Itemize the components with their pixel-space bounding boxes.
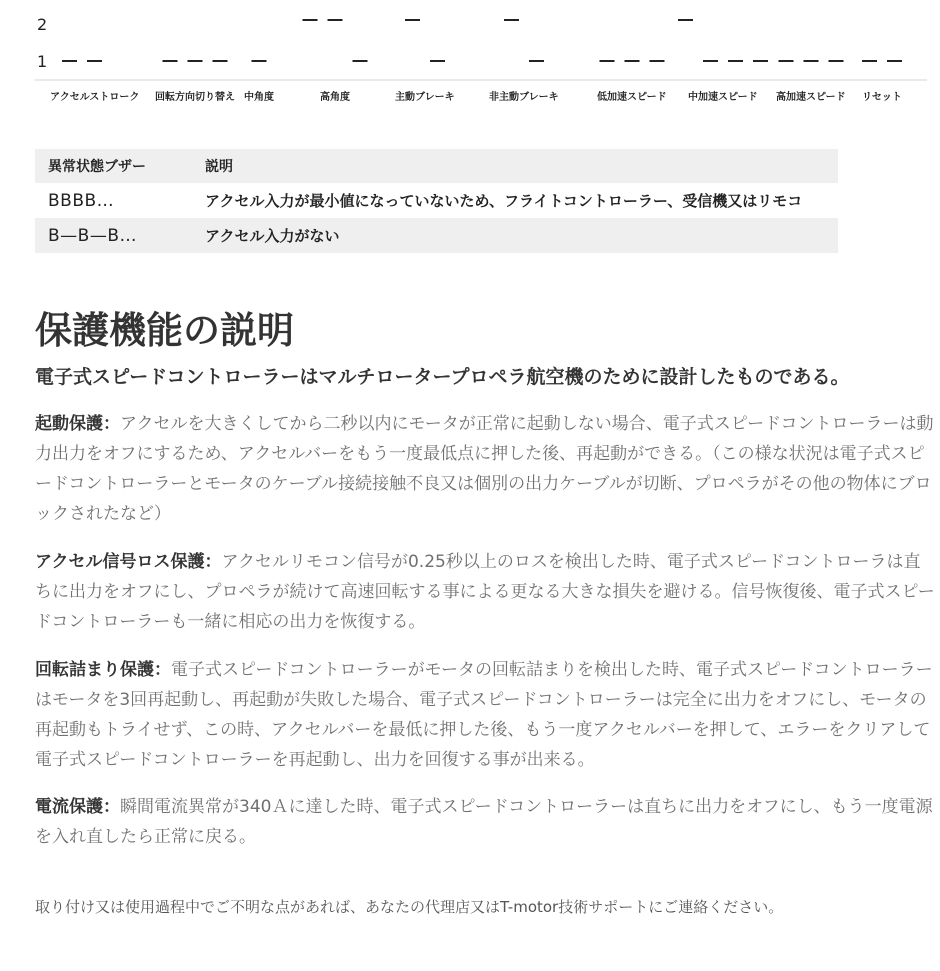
error-buzzer-table	[35, 149, 838, 253]
section-current-protection	[35, 792, 935, 852]
category-label: 非主動ブレーキ	[489, 92, 559, 103]
buzzer-pattern: BBBB…	[48, 190, 115, 211]
category-label: 低加速スピード	[597, 92, 667, 103]
buzzer-description: アクセル入力がない	[205, 227, 340, 245]
buzzer-description: アクセル入力が最小値になっていないため、フライトコントローラー、受信機又はリモコ	[205, 192, 803, 210]
table-row	[35, 183, 838, 218]
section-lead: 回転詰まり保護：	[35, 660, 171, 680]
table-row	[35, 218, 838, 253]
section-start-protection	[35, 409, 935, 529]
page-title: 保護機能の説明	[35, 309, 294, 352]
header-buzzer: 異常状態ブザー	[48, 159, 146, 175]
section-text: 電子式スピードコントローラーがモータの回転詰まりを検出した時、電子式スピードコントローラーはモータを3回再起動し、再起動が失敗した場合、電子式スピードコントローラーは完全に出力をオフにし、モータの再起動もトライせず、この時、アクセルバーを最低に押した後、もう一度アクセルバーを押して、エラーをクリアして電子式スピードコントローラーを再起動し、出力を回復する事が出来る。	[35, 660, 933, 770]
buzzer-pattern: B—B—B…	[48, 225, 137, 246]
level-label-1: 1	[37, 52, 48, 71]
category-label: 中加速スピード	[688, 92, 758, 103]
level-label-2: 2	[37, 15, 48, 34]
category-label: リセット	[862, 92, 902, 103]
support-note: 取り付け又は使用過程中でご不明な点があれば、あなたの代理店又はT-motor技術サポートにご連絡ください。	[35, 898, 784, 916]
category-label: 高加速スピード	[776, 92, 846, 103]
section-stall-protection	[35, 655, 935, 775]
beep-tone-diagram	[0, 0, 940, 110]
section-lead: 電流保護：	[35, 797, 120, 817]
category-label: 高角度	[320, 92, 350, 103]
section-text: アクセルリモコン信号が0.25秒以上のロスを検出した時、電子式スピードコントローラは直ちに出力をオフにし、プロペラが続けて高速回転する事による更なる大きな損失を避ける。信号恢復後、電子式スピードコントローラーも一緒に相応の出力を恢復する。	[35, 552, 935, 632]
category-label: アクセルストローク	[50, 92, 140, 103]
section-signal-loss-protection	[35, 547, 935, 637]
section-text: 瞬間電流異常が340Ａに達した時、電子式スピードコントローラーは直ちに出力をオフにし、もう一度電源を入れ直したら正常に戻る。	[35, 797, 933, 847]
category-label: 主動ブレーキ	[395, 92, 455, 103]
header-description: 説明	[205, 159, 233, 175]
intro-text: 電子式スピードコントローラーはマルチロータープロペラ航空機のために設計したものである。	[35, 366, 850, 388]
section-lead: 起動保護：	[35, 414, 120, 434]
table-header-row	[35, 149, 838, 183]
category-label: 中角度	[244, 92, 274, 103]
section-lead: アクセル信号ロス保護：	[35, 552, 222, 572]
category-label: 回転方向切り替え	[155, 92, 235, 103]
section-text: アクセルを大きくしてから二秒以内にモータが正常に起動しない場合、電子式スピードコントローラーは動力出力をオフにするため、アクセルバーをもう一度最低点に押した後、再起動ができる。（この様な状況は電子式スピードコントローラーとモータのケーブル接続接触不良又は個別の出力ケーブルが切断、プロペラがその他の物体にブロックされたなど）	[35, 414, 934, 524]
